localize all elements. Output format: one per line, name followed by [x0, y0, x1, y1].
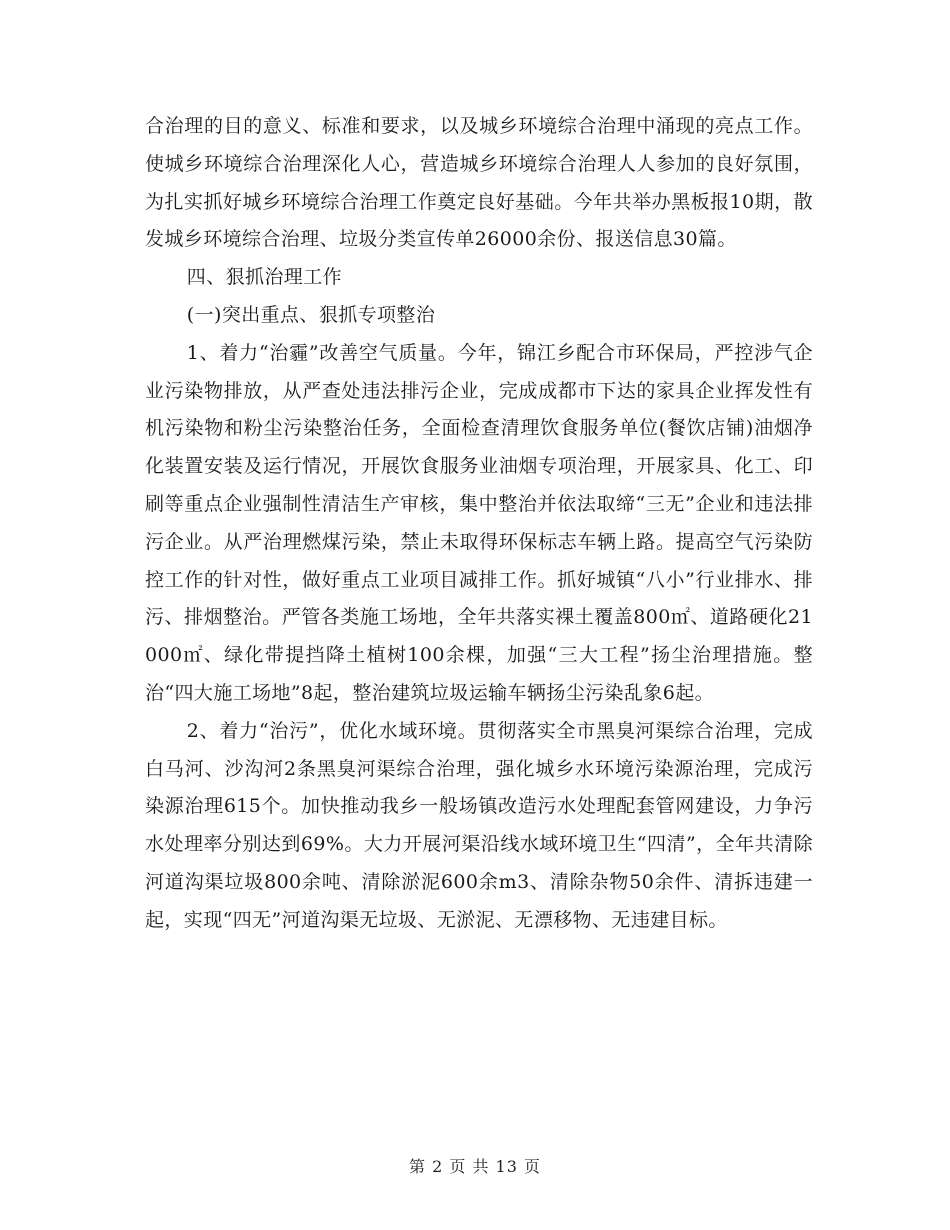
document-body: [145, 108, 813, 940]
paragraph-water-environment: 2、着力“治污”，优化水域环境。贯彻落实全市黑臭河渠综合治理，完成白马河、沙沟河2条黑臭河渠综合治理，强化城乡水环境污染源治理，完成污染源治理615个。加快推动我乡一般场镇改造污水处理配套管网建设，力争污水处理率分别达到69%。大力开展河渠沿线水域环境卫生“四清”，全年共清除河道沟渠垃圾800余吨、清除淤泥600余m3、清除杂物50余件、清拆违建一起，实现“四无”河道沟渠无垃圾、无淤泥、无漂移物、无违建目标。: [145, 719, 813, 931]
paragraph-air-quality: 1、着力“治霾”改善空气质量。今年，锦江乡配合市环保局，严控涉气企业污染物排放，从严查处违法排污企业，完成成都市下达的家具企业挥发性有机污染物和粉尘污染整治任务，全面检查清理饮食服务单位(餐饮店铺)油烟净化装置安装及运行情况，开展饮食服务业油烟专项治理，开展家具、化工、印刷等重点企业强制性清洁生产审核，集中整治并依法取缔“三无”企业和违法排污企业。从严治理燃煤污染，禁止未取得环保标志车辆上路。提高空气污染防控工作的针对性，做好重点工业项目减排工作。抓好城镇“八小”行业排水、排污、排烟整治。严管各类施工场地，全年共落实裸土覆盖800㎡、道路硬化21000㎡、绿化带提挡降土植树100余棵，加强“三大工程”扬尘治理措施。整治“四大施工场地”8起，整治建筑垃圾运输车辆扬尘污染乱象6起。: [145, 341, 813, 704]
section-heading: 四、狠抓治理工作: [186, 266, 342, 289]
page-number-footer: 第 2 页 共 13 页: [409, 1157, 541, 1176]
subsection-heading: (一)突出重点、狠抓专项整治: [186, 303, 436, 326]
paragraph-continuation: 合治理的目的意义、标准和要求，以及城乡环境综合治理中涌现的亮点工作。使城乡环境综合治理深化人心，营造城乡环境综合治理人人参加的良好氛围，为扎实抓好城乡环境综合治理工作奠定良好基础。今年共举办黑板报10期，散发城乡环境综合治理、垃圾分类宣传单26000余份、报送信息30篇。: [145, 115, 813, 251]
